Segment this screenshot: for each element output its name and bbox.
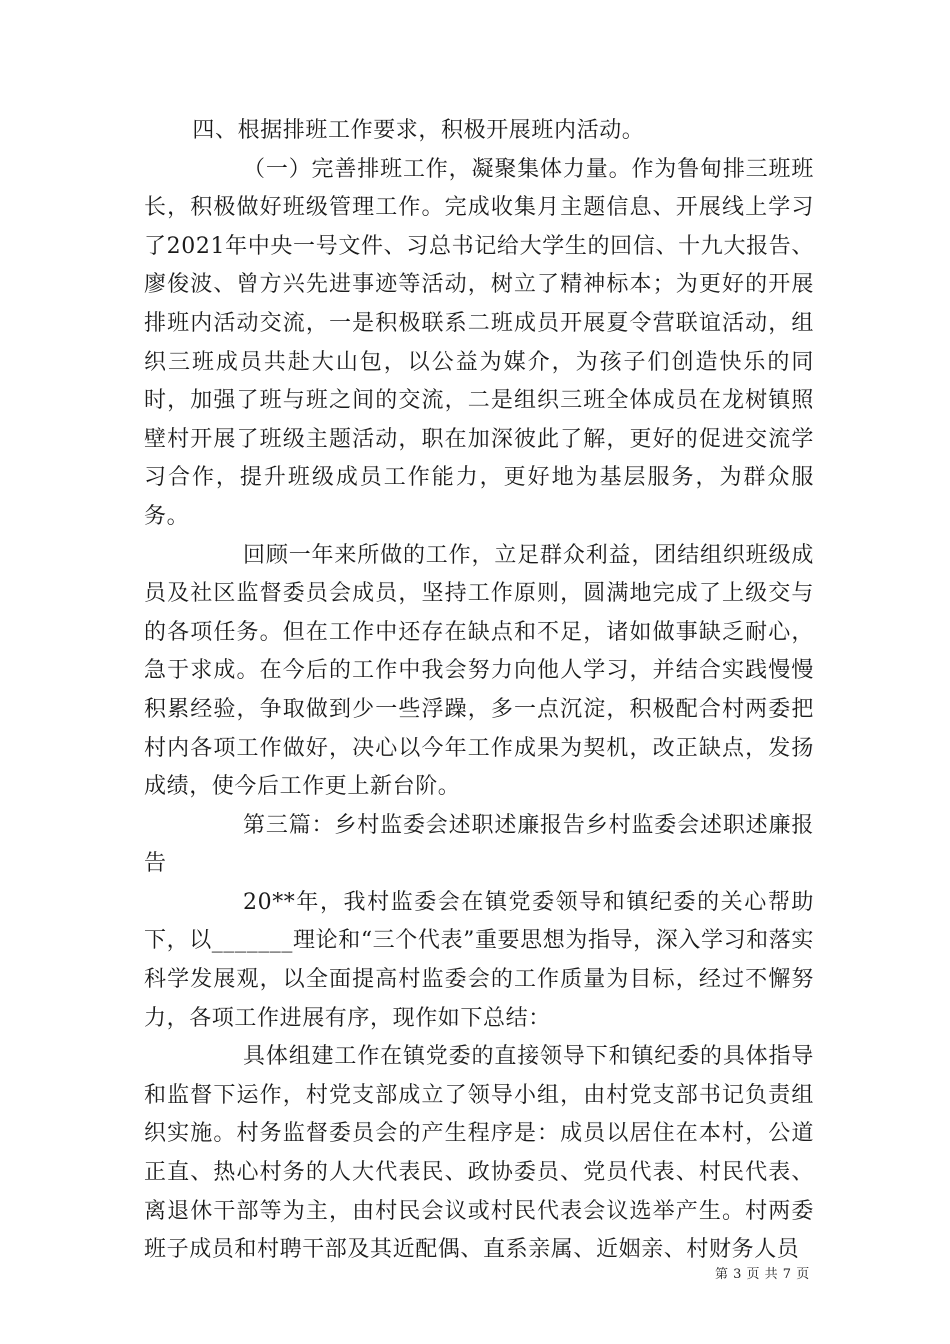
paragraph-organization: 具体组建工作在镇党委的直接领导下和镇纪委的具体指导和监督下运作，村党支部成立了领导小组，由村党支部书记负责组织实施。村务监督委员会的产生程序是：成员以居住在本村，公道正直、热心村务的人大代表民、政协委员、党员代表、村民代表、离退休干部等为主，由村民会议或村民代表会议选举产生。村两委班子成员和村聘干部及其近配偶、直系亲属、近姻亲、村财务人员 [144, 1044, 814, 1263]
paragraph-review: 回顾一年来所做的工作，立足群众利益，团结组织班级成员及社区监督委员会成员，坚持工作原则，圆满地完成了上级交与的各项任务。但在工作中还存在缺点和不足，诸如做事缺乏耐心，急于求成。在今后的工作中我会努力向他人学习，并结合实践慢慢积累经验，争取做到少一些浮躁，多一点沉淀，积极配合村两委把村内各项工作做好，决心以今年工作成果为契机，改正缺点，发扬成绩，使今后工作更上新台阶。 [144, 542, 814, 800]
paragraph-class-work: （一）完善排班工作，凝聚集体力量。作为鲁甸排三班班长，积极做好班级管理工作。完成收集月主题信息、开展线上学习了2021年中央一号文件、习总书记给大学生的回信、十九大报告、廖俊波、曾方兴先进事迹等活动，树立了精神标本；为更好的开展排班内活动交流，一是积极联系二班成员开展夏令营联谊活动，组织三班成员共赴大山包，以公益为媒介，为孩子们创造快乐的同时，加强了班与班之间的交流，二是组织三班全体成员在龙树镇照壁村开展了班级主题活动，职在加深彼此了解，更好的促进交流学习合作，提升班级成员工作能力，更好地为基层服务，为群众服务。 [144, 156, 814, 529]
paragraph-intro: 20**年，我村监委会在镇党委领导和镇纪委的关心帮助下，以_______理论和“三个代表”重要思想为指导，深入学习和落实科学发展观，以全面提高村监委会的工作质量为目标，经过不懈努力，各项工作进展有序，现作如下总结： [144, 889, 814, 1031]
article-title-third: 第三篇：乡村监委会述职述廉报告乡村监委会述职述廉报告 [144, 812, 814, 877]
page-number-footer: 第 3 页 共 7 页 [715, 1267, 810, 1282]
document-body [144, 112, 814, 1270]
section-heading-four: 四、根据排班工作要求，积极开展班内活动。 [192, 118, 645, 143]
